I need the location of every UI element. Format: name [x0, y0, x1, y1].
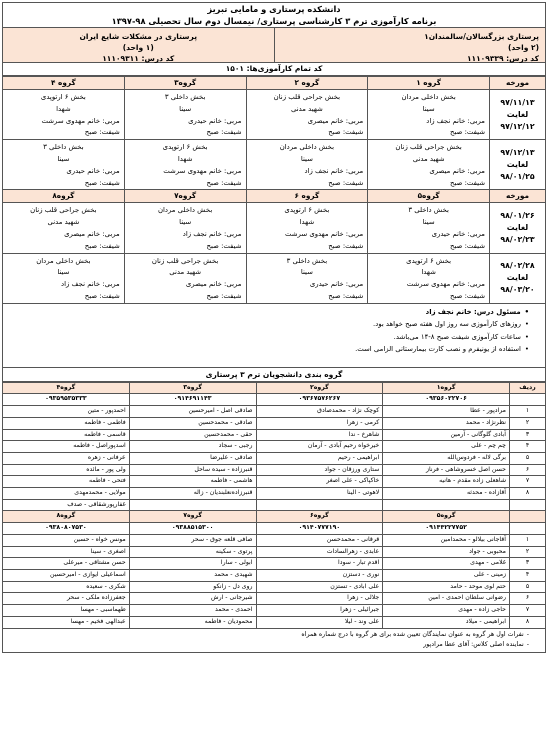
rotation-line: بخش داخلی مردان [279, 143, 335, 152]
program-title: برنامه کارآموزی ترم ۳ کارشناسی پرستاری/ نیمسال دوم سال تحصیلی ۹۸-۱۳۹۷ [111, 16, 437, 26]
course-right-units: (۲ واحد) [507, 43, 539, 52]
document-header [2, 2, 546, 27]
student-row [3, 605, 546, 617]
rotation-cell [124, 253, 246, 303]
student-name: خاکپاکی - علی اصغر [256, 476, 383, 488]
student-name: پرتوی - سکینه [129, 546, 256, 558]
group-header: گروه ۴ [3, 77, 125, 90]
course-left-title: پرستاری در مشکلات شایع ایران [79, 32, 198, 41]
group-header: گروه۷ [129, 511, 256, 523]
rotation-line: شیفت: صبح [84, 178, 120, 187]
rotation-line: شیفت: صبح [328, 178, 364, 187]
phone-row [3, 394, 546, 406]
date-text: ۹۸/۰۳/۲۰ [500, 285, 535, 295]
rotation-line: بخش جراحی قلب زنان [30, 206, 97, 215]
footnotes [2, 629, 546, 653]
rotation-cell [3, 203, 125, 253]
date-text: لغایت [506, 109, 529, 119]
student-name: آقازاده - محدثه [383, 488, 510, 500]
rotation-line: شهید مدنی [290, 104, 323, 113]
student-name: قنبرزاده - سیده ساحل [129, 464, 256, 476]
student-name: جبرائیلی - زهرا [256, 605, 383, 617]
group-header: گروه۱ [383, 382, 510, 394]
student-name: روی دل - زانکو [129, 581, 256, 593]
row-number: ۸ [510, 488, 546, 500]
rotation-line: بخش ۶ ارتوپدی [406, 256, 452, 265]
group-header-row [3, 511, 546, 523]
student-row [3, 429, 546, 441]
representative-phone: ۰۹۳۵۹۵۳۵۳۳۳ [3, 394, 130, 406]
student-name: اقدم تبار - سودا [256, 558, 383, 570]
note-item: • استفاده از یونیفرم و نصب کارت بیمارستانی الزامی است. [7, 343, 529, 356]
student-name: شاهرخ - ندا [256, 429, 383, 441]
rotation-line: بخش داخلی ۳ [43, 143, 84, 152]
student-row [3, 406, 546, 418]
group-header: گروه۶ [256, 511, 383, 523]
student-row [3, 452, 546, 464]
student-name: حسن اصل خسروشاهی - فرناز [383, 464, 510, 476]
rotation-line: مربی: خانم میصری [429, 166, 485, 175]
schedule-header-row [3, 77, 546, 90]
rotation-cell [368, 90, 490, 140]
rotation-cell [246, 203, 368, 253]
student-name: صادقی - علیرضا [129, 452, 256, 464]
row-number: ۵ [510, 581, 546, 593]
rotation-line: مربی: خانم حیدری [188, 116, 242, 125]
student-name: حسن مشتاقی - میرعلی [3, 558, 130, 570]
rotation-line: مربی: خانم نجف زاد [304, 166, 364, 175]
student-name: رجبی - سجاد [129, 441, 256, 453]
rotation-cell [246, 140, 368, 190]
representative-phone: ۰۹۱۴۰۷۷۷۱۹۰ [256, 523, 383, 535]
student-name: لاهوتی - الینا [256, 488, 383, 500]
rotation-line: شهید مدنی [47, 218, 80, 227]
group-header: گروه۲ [256, 382, 383, 394]
rotation-line: شیفت: صبح [206, 241, 242, 250]
group-header-row [3, 382, 546, 394]
date-text: ۹۷/۱۱/۱۳ [500, 97, 535, 107]
rotation-cell [124, 203, 246, 253]
phone-spacer [510, 394, 546, 406]
document-page [2, 2, 546, 653]
group-header: گروه ۲ [246, 77, 368, 90]
rotation-line: شهدا [56, 104, 71, 113]
student-row [3, 441, 546, 453]
row-number: ۳ [510, 429, 546, 441]
representative-phone: ۰۹۳۸۸۵۱۵۳۰۰ [129, 523, 256, 535]
student-name: رضوانی سلطان احمدی - امین [383, 593, 510, 605]
student-name: آبادی گلوگانی - آرمین [383, 429, 510, 441]
rotation-line: بخش جراحی قلب زنان [151, 256, 219, 265]
student-name: صافی قلعه جوق - سحر [129, 534, 256, 546]
rotation-cell [368, 140, 490, 190]
student-name: مرادپور - عطا [383, 406, 510, 418]
student-row [3, 417, 546, 429]
course-right-code: کد درس: ۱۱۱۰۹۳۳۹ [466, 54, 539, 63]
student-name: قاسمی - فاطمه [3, 429, 130, 441]
student-row [3, 593, 546, 605]
faculty-title: دانشکده پرستاری و مامایی تبریز [207, 4, 341, 14]
student-name: احمدی - محمد [129, 605, 256, 617]
row-number: ۶ [510, 593, 546, 605]
student-name: حاجی زاده - مهدی [383, 605, 510, 617]
row-number: ۱ [510, 534, 546, 546]
date-header: مورخه [490, 77, 546, 90]
date-text: لغایت [506, 222, 529, 232]
student-name: برگی لاله - فردوس‌الله [383, 452, 510, 464]
rotation-line: بخش ۶ ارتوپدی [40, 93, 86, 101]
schedule-row [3, 140, 546, 190]
date-text: ۹۷/۱۲/۱۲ [500, 121, 535, 131]
student-name: محمودیان - فاطمه [129, 616, 256, 628]
date-text: ۹۷/۱۲/۱۳ [500, 147, 535, 157]
rotation-line: مربی: خانم حیدری [66, 166, 120, 175]
student-name: علی وند - لیلا [256, 616, 383, 628]
student-name: شیرجانی - ارش [129, 593, 256, 605]
group-header: گروه۵ [383, 511, 510, 523]
rotation-line: بخش داخلی مردان [401, 93, 456, 101]
representative-phone: ۰۹۱۴۶۹۱۱۴۳ [129, 394, 256, 406]
footnote: - نماینده اصلی کلاس: آقای عطا مرادپور [7, 640, 529, 651]
student-name: علی ابادی - تستزن [256, 581, 383, 593]
student-name: غلامی - مهدی [383, 558, 510, 570]
row-number: ۶ [510, 464, 546, 476]
rotation-line: بخش داخلی مردان [157, 206, 213, 215]
rotation-line: شهید مدنی [169, 268, 202, 277]
rotation-cell [3, 140, 125, 190]
row-number: ۵ [510, 452, 546, 464]
rotation-line: مربی: خانم مهدوی سرشت [163, 166, 242, 175]
rotation-line: مربی: خانم نجف زاد [182, 229, 242, 238]
student-name: مونس خواه - حسین [3, 534, 130, 546]
rotation-line: مربی: خانم حیدری [431, 229, 485, 238]
rotation-line: شیفت: صبح [84, 241, 120, 250]
student-name: اصغری - سینا [3, 546, 130, 558]
footnote: - نفرات اول هر گروه به عنوان نمایندگان تعیین شده برای هر گروه با درج شماره همراه [7, 630, 529, 641]
student-name: کوچک نژاد - محمدصادق [256, 406, 383, 418]
student-row [3, 581, 546, 593]
rotation-cell [368, 203, 490, 253]
student-name: قنبرزاده‌نعلبندیان - زاله [129, 488, 256, 500]
student-name: آقاجانی بیلالو - محمدامین [383, 534, 510, 546]
group-header: گروه۴ [3, 382, 130, 394]
rotation-line: مربی: خانم نجف زاد [61, 280, 120, 289]
row-number-header [510, 511, 546, 523]
student-name: ابراهیمی - رحیم [256, 452, 383, 464]
student-name: زمینی - علی [383, 570, 510, 582]
rotation-line: شیفت: صبح [328, 128, 364, 137]
group-header: گروه۳ [129, 382, 256, 394]
group-header: گروه۸ [3, 190, 125, 203]
rotation-line: شهدا [177, 154, 193, 163]
rotation-cell [368, 253, 490, 303]
group-header: گروه۵ [368, 190, 490, 203]
rotation-line: بخش ۶ ارتوپدی [284, 206, 330, 215]
student-name [383, 499, 510, 511]
student-name: نظرنژاد - محمد [383, 417, 510, 429]
row-number [510, 499, 546, 511]
course-left-code: کد درس: ۱۱۱۰۹۳۱۱ [102, 54, 175, 63]
group-header: گروه۸ [3, 511, 130, 523]
student-name: صادقی اصل - امیرحسین [129, 406, 256, 418]
row-number: ۲ [510, 546, 546, 558]
student-name: عبدالهی فخیم - مهسا [3, 616, 130, 628]
student-name: ابولی - سارا [129, 558, 256, 570]
courses-box [2, 27, 546, 63]
student-name: کرمی - زهرا [256, 417, 383, 429]
date-text: لغایت [506, 273, 529, 283]
student-name: شهیدی - محمد [129, 570, 256, 582]
schedule-row [3, 90, 546, 140]
student-name: شاهعلی زاده مقدم - هانیه [383, 476, 510, 488]
rotation-line: سینا [300, 268, 313, 277]
course-left-units: (۱ واحد) [122, 43, 154, 52]
rotation-line: شیفت: صبح [328, 241, 364, 250]
student-name: ولی پور - مائده [3, 464, 130, 476]
rotation-line: شیفت: صبح [84, 128, 120, 137]
rotation-line: شیفت: صبح [450, 178, 485, 187]
student-name: محبوبی - جواد [383, 546, 510, 558]
student-name: قرقانی - محمدحسن [256, 534, 383, 546]
student-row [3, 464, 546, 476]
responsible-note: • مسئول درس: خانم نجف زاد [7, 306, 529, 319]
grouping-table [2, 382, 546, 629]
rotation-line: سینا [422, 218, 435, 227]
student-name: اسماعیلی ایوازی - امیرحسین [3, 570, 130, 582]
schedule-row [3, 203, 546, 253]
group-header: گروه۳ [124, 77, 246, 90]
student-name: ستاری ورزقان - جواد [256, 464, 383, 476]
schedule-row [3, 253, 546, 303]
rotation-line: مربی: خانم میصری [185, 280, 242, 289]
rotation-line: شیفت: صبح [84, 291, 120, 300]
schedule-table [2, 76, 546, 304]
rotation-dates [490, 90, 546, 140]
rotation-line: سینا [57, 268, 70, 277]
rotation-cell [246, 253, 368, 303]
group-header: گروه۷ [124, 190, 246, 203]
notes-box [2, 304, 546, 368]
rotation-dates [490, 253, 546, 303]
student-name: احمدپور - متین [3, 406, 130, 418]
rotation-line: سینا [57, 154, 70, 163]
student-row [3, 570, 546, 582]
rotation-cell [246, 90, 368, 140]
rotation-line: شیفت: صبح [450, 128, 485, 137]
rotation-line: سینا [179, 104, 192, 113]
rotation-cell [124, 90, 246, 140]
rotation-line: مربی: خانم میصری [64, 229, 120, 238]
rotation-line: شهدا [299, 218, 315, 227]
student-name: نوری - دستزن [256, 570, 383, 582]
representative-phone: ۰۹۳۸۰۸۰۷۵۳۰ [3, 523, 130, 535]
course-right-title: پرستاری بزرگسالان/سالمندان۱ [424, 32, 539, 41]
row-number: ۷ [510, 476, 546, 488]
student-name: صادقی - محمدحسین [129, 417, 256, 429]
schedule-header-row [3, 190, 546, 203]
student-row [3, 488, 546, 500]
student-row [3, 546, 546, 558]
student-row [3, 616, 546, 628]
rotation-line: مربی: خانم مهدوی سرشت [406, 280, 485, 289]
rotation-line: بخش جراحی قلب زنان [273, 93, 341, 101]
rotation-cell [124, 140, 246, 190]
rotation-line: سینا [422, 104, 435, 113]
date-text: ۹۸/۰۲/۲۸ [500, 261, 535, 271]
rotation-line: مربی: خانم مهدوی سرشت [285, 229, 364, 238]
rotation-line: شیفت: صبح [206, 178, 242, 187]
student-name: حتم لوی موحد - حامد [383, 581, 510, 593]
student-name: اسدپوراصل - فاطمه [3, 441, 130, 453]
student-row [3, 476, 546, 488]
note-item: • ساعات کارآموزی شیفت صبح ۸-۱۴ می‌باشد. [7, 331, 529, 344]
rotation-line: شیفت: صبح [328, 291, 364, 300]
student-name: شکری - سعیده [3, 581, 130, 593]
phone-row [3, 523, 546, 535]
student-name: خیرخواه رحیم آبادی - آرمان [256, 441, 383, 453]
row-number: ۴ [510, 441, 546, 453]
rotation-line: سینا [179, 218, 192, 227]
student-name: چم چم - علی [383, 441, 510, 453]
date-header: مورخه [490, 190, 546, 203]
rotation-dates [490, 140, 546, 190]
representative-phone: ۰۹۳۵۶۰۲۲۷۰۶ [383, 394, 510, 406]
row-number: ۱ [510, 406, 546, 418]
row-number: ۴ [510, 570, 546, 582]
note-item: • روزهای کارآموزی سه روز اول هفته صبح خواهد بود. [7, 318, 529, 331]
student-name: طهماسبی - مهسا [3, 605, 130, 617]
rotation-cell [3, 253, 125, 303]
rotation-line: سینا [300, 154, 313, 163]
student-name: غفارپورشقاقی - صدف [3, 499, 130, 511]
rotation-line: بخش داخلی ۳ [286, 256, 328, 265]
rotation-cell [3, 90, 125, 140]
rotation-line: شیفت: صبح [206, 128, 242, 137]
rotation-line: مربی: خانم مهدوی سرشت [41, 116, 120, 125]
student-name: جعفرزاده ملکی - سحر [3, 593, 130, 605]
course-right [274, 28, 546, 62]
date-text: ۹۸/۰۱/۲۵ [500, 171, 535, 181]
group-header: گروه ۱ [368, 77, 490, 90]
group-header: گروه ۶ [246, 190, 368, 203]
row-number: ۸ [510, 616, 546, 628]
total-code: کد تمام کارآموزی‌ها: ۱۵۰۱ [2, 63, 546, 76]
rotation-dates [490, 203, 546, 253]
student-name [256, 499, 383, 511]
student-name: ابراهیمی - میلاد [383, 616, 510, 628]
rotation-line: بخش ۶ ارتوپدی [162, 143, 208, 152]
student-row [3, 558, 546, 570]
rotation-line: شیفت: صبح [206, 291, 242, 300]
representative-phone: ۰۹۳۶۷۵۷۶۲۶۷ [256, 394, 383, 406]
representative-phone: ۰۹۱۴۴۲۲۷۷۵۲ [383, 523, 510, 535]
student-name: مولایی - محمدمهدی [3, 488, 130, 500]
rotation-line: مربی: خانم میصری [307, 116, 364, 125]
rotation-line: شهید مدنی [412, 154, 445, 163]
row-number: ۷ [510, 605, 546, 617]
rotation-line: مربی: خانم نجف زاد [426, 116, 485, 125]
student-name: عابدی - زهرالسادات [256, 546, 383, 558]
student-row [3, 534, 546, 546]
student-name: هاشمی - فاطمه [129, 476, 256, 488]
row-number-header: ردیف [510, 382, 546, 394]
row-number: ۳ [510, 558, 546, 570]
student-name: جلالی - زهرا [256, 593, 383, 605]
rotation-line: بخش داخلی ۳ [164, 93, 206, 101]
student-name [129, 499, 256, 511]
rotation-line: بخش جراحی قلب زنان [395, 143, 462, 152]
rotation-line: شیفت: صبح [450, 291, 485, 300]
grouping-title: گروه بندی دانشجویان ترم ۳ پرستاری [2, 368, 546, 382]
rotation-line: بخش داخلی ۳ [408, 206, 449, 215]
row-number: ۲ [510, 417, 546, 429]
rotation-line: مربی: خانم حیدری [309, 280, 364, 289]
date-text: ۹۸/۰۲/۲۳ [500, 234, 535, 244]
student-name: حقی - محمدحسین [129, 429, 256, 441]
rotation-line: شهدا [421, 268, 436, 277]
student-row [3, 499, 546, 511]
rotation-line: شیفت: صبح [450, 241, 485, 250]
phone-spacer [510, 523, 546, 535]
student-name: فتحی - فاطمه [3, 476, 130, 488]
student-name: فاطمی - فاطمه [3, 417, 130, 429]
rotation-line: بخش داخلی مردان [36, 256, 91, 265]
date-text: ۹۸/۰۱/۲۶ [500, 210, 535, 220]
course-left [3, 28, 274, 62]
student-name: عرفانی - زهره [3, 452, 130, 464]
date-text: لغایت [506, 159, 529, 169]
